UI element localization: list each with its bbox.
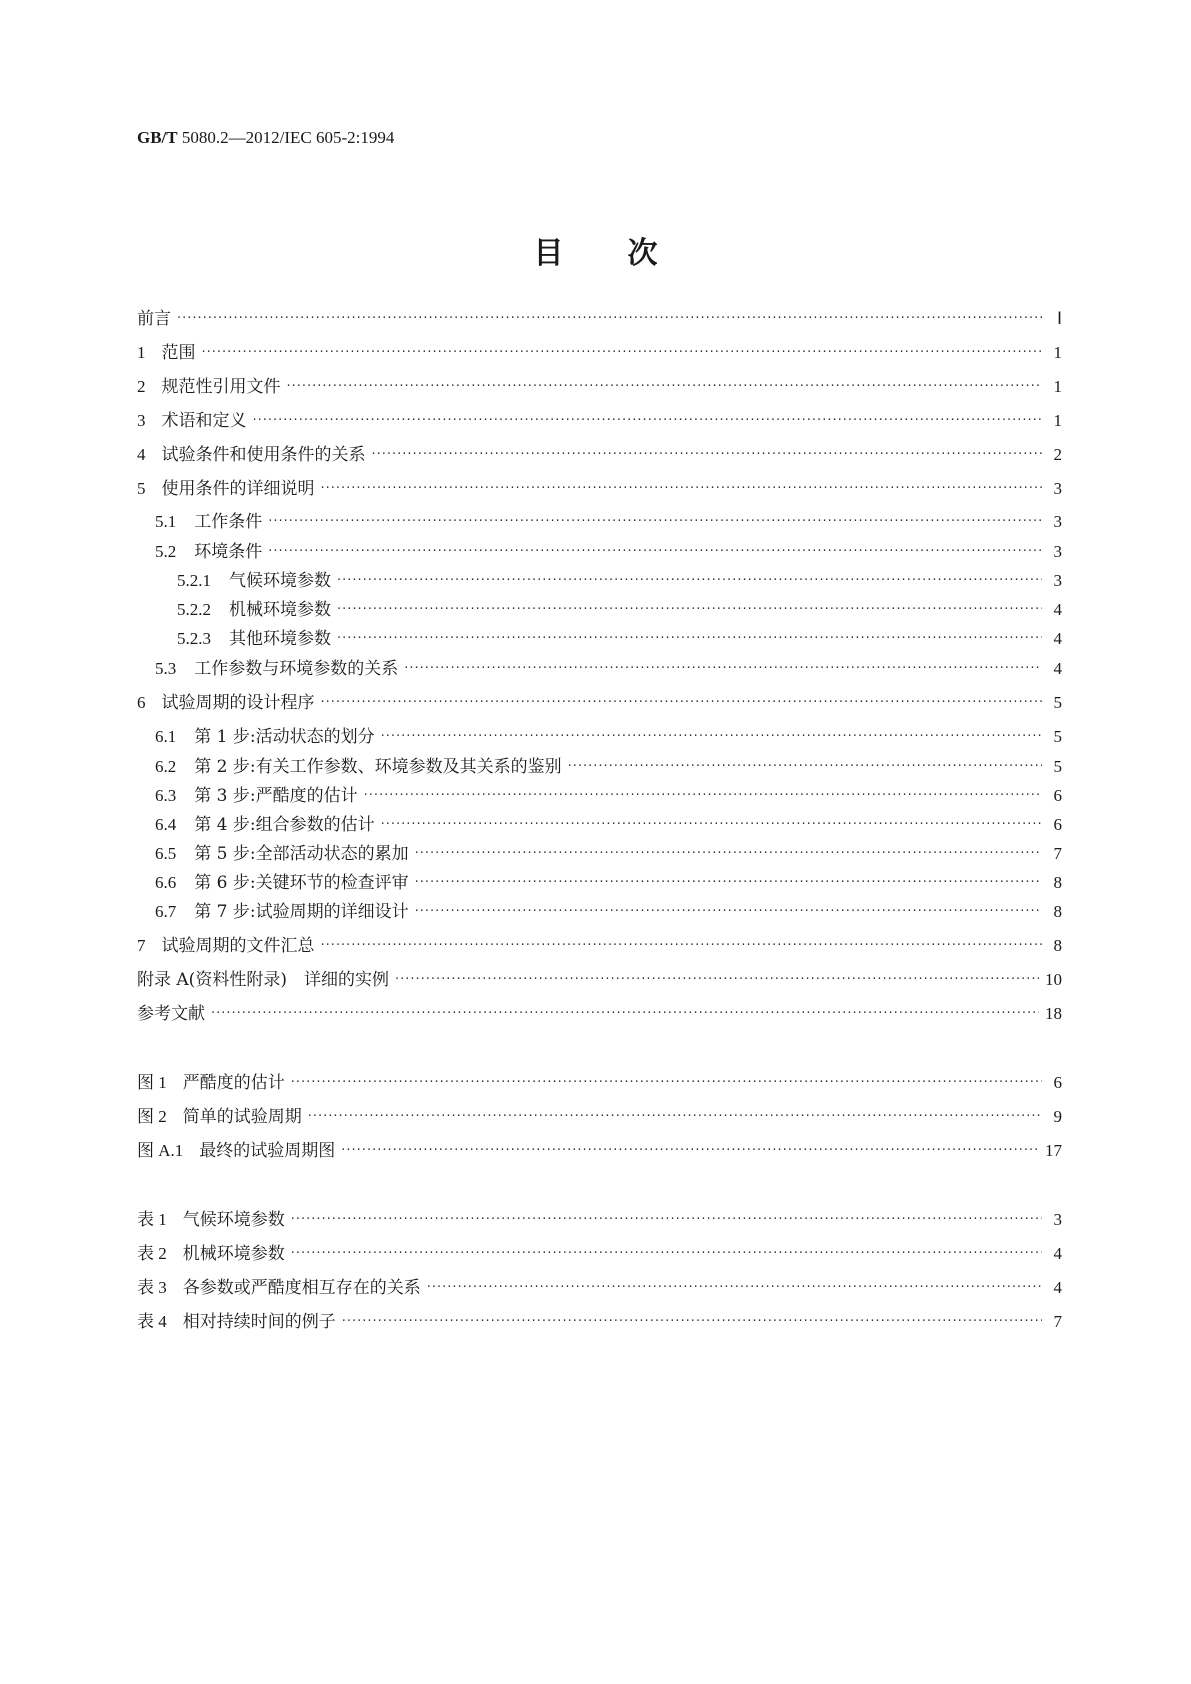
page-number: 1 bbox=[1053, 343, 1062, 362]
standard-prefix: GB/T bbox=[137, 128, 178, 147]
toc-entry-bibliography[interactable]: 参考文献 ····· 18 bbox=[137, 999, 1062, 1025]
page-number: 4 bbox=[1053, 600, 1062, 619]
page-number: 3 bbox=[1053, 479, 1062, 498]
page-number: 6 bbox=[1053, 1073, 1062, 1092]
page-number: 2 bbox=[1053, 445, 1062, 464]
standard-number: 5080.2—2012/IEC 605-2:1994 bbox=[177, 128, 395, 147]
figure-entry-a1[interactable]: 图 A.1 最终的试验周期图 ····· 17 bbox=[137, 1136, 1062, 1162]
page-number: 18 bbox=[1045, 1004, 1062, 1023]
toc-entry-4[interactable]: 4 试验条件和使用条件的关系 ····· 2 bbox=[137, 440, 1062, 466]
toc-entry-5-1[interactable]: 5.1 工作条件 ····· 3 bbox=[155, 507, 1062, 533]
toc-entry-6-2[interactable]: 6.2 第 2 步:有关工作参数、环境参数及其关系的鉴别 ····· 5 bbox=[155, 752, 1062, 778]
toc-entry-6-5[interactable]: 6.5 第 5 步:全部活动状态的累加 ····· 7 bbox=[155, 839, 1062, 865]
toc-entry-6-3[interactable]: 6.3 第 3 步:严酷度的估计 ····· 6 bbox=[155, 781, 1062, 807]
page-number: Ⅰ bbox=[1056, 309, 1062, 328]
table-entry-2[interactable]: 表 2 机械环境参数 ····· 4 bbox=[137, 1239, 1062, 1265]
toc-entry-3[interactable]: 3 术语和定义 ····· 1 bbox=[137, 406, 1062, 432]
table-entry-4[interactable]: 表 4 相对持续时间的例子 ····· 7 bbox=[137, 1307, 1062, 1333]
title-char-2: 次 bbox=[627, 236, 658, 271]
page-number: 5 bbox=[1053, 693, 1062, 712]
toc-entry-6-1[interactable]: 6.1 第 1 步:活动状态的划分 ····· 5 bbox=[155, 722, 1062, 748]
toc-entry-5-3[interactable]: 5.3 工作参数与环境参数的关系 ····· 4 bbox=[155, 654, 1062, 680]
page-number: 3 bbox=[1053, 542, 1062, 561]
figure-entry-1[interactable]: 图 1 严酷度的估计 ····· 6 bbox=[137, 1068, 1062, 1094]
page-number: 3 bbox=[1053, 571, 1062, 590]
page-number: 3 bbox=[1053, 512, 1062, 531]
table-of-contents bbox=[137, 0, 1062, 1684]
page-number: 17 bbox=[1045, 1141, 1062, 1160]
page-number: 9 bbox=[1053, 1107, 1062, 1126]
page-number: 6 bbox=[1053, 786, 1062, 805]
table-entry-3[interactable]: 表 3 各参数或严酷度相互存在的关系 ····· 4 bbox=[137, 1273, 1062, 1299]
page-number: 8 bbox=[1053, 902, 1062, 921]
page-number: 1 bbox=[1053, 377, 1062, 396]
toc-entry-6-7[interactable]: 6.7 第 7 步:试验周期的详细设计 ····· 8 bbox=[155, 897, 1062, 923]
page-number: 5 bbox=[1053, 727, 1062, 746]
toc-entry-6-4[interactable]: 6.4 第 4 步:组合参数的估计 ····· 6 bbox=[155, 810, 1062, 836]
toc-entry-7[interactable]: 7 试验周期的文件汇总 ····· 8 bbox=[137, 931, 1062, 957]
page-number: 5 bbox=[1053, 757, 1062, 776]
page-number: 10 bbox=[1045, 970, 1062, 989]
page-number: 8 bbox=[1053, 936, 1062, 955]
page-number: 7 bbox=[1053, 1312, 1062, 1331]
toc-entry-annex-a[interactable]: 附录 A(资料性附录) 详细的实例 ····· 10 bbox=[137, 965, 1062, 991]
table-entry-1[interactable]: 表 1 气候环境参数 ····· 3 bbox=[137, 1205, 1062, 1231]
page-number: 6 bbox=[1053, 815, 1062, 834]
page-number: 3 bbox=[1053, 1210, 1062, 1229]
page-number: 4 bbox=[1053, 1278, 1062, 1297]
title-char-1: 目 bbox=[533, 236, 564, 271]
page-number: 4 bbox=[1053, 629, 1062, 648]
toc-entry-2[interactable]: 2 规范性引用文件 ····· 1 bbox=[137, 372, 1062, 398]
toc-entry-5-2[interactable]: 5.2 环境条件 ····· 3 bbox=[155, 537, 1062, 563]
page-number: 8 bbox=[1053, 873, 1062, 892]
toc-entry-5[interactable]: 5 使用条件的详细说明 ····· 3 bbox=[137, 474, 1062, 500]
toc-entry-foreword[interactable]: 前言 ····· Ⅰ bbox=[137, 304, 1062, 330]
toc-entry-5-2-3[interactable]: 5.2.3 其他环境参数 ····· 4 bbox=[177, 624, 1062, 650]
toc-entry-5-2-2[interactable]: 5.2.2 机械环境参数 ····· 4 bbox=[177, 595, 1062, 621]
page-number: 4 bbox=[1053, 659, 1062, 678]
page-number: 7 bbox=[1053, 844, 1062, 863]
toc-entry-1[interactable]: 1 范围 ····· 1 bbox=[137, 338, 1062, 364]
page-number: 1 bbox=[1053, 411, 1062, 430]
toc-entry-6[interactable]: 6 试验周期的设计程序 ····· 5 bbox=[137, 688, 1062, 714]
figure-entry-2[interactable]: 图 2 简单的试验周期 ····· 9 bbox=[137, 1102, 1062, 1128]
toc-entry-5-2-1[interactable]: 5.2.1 气候环境参数 ····· 3 bbox=[177, 566, 1062, 592]
page-number: 4 bbox=[1053, 1244, 1062, 1263]
toc-entry-6-6[interactable]: 6.6 第 6 步:关键环节的检查评审 ····· 8 bbox=[155, 868, 1062, 894]
